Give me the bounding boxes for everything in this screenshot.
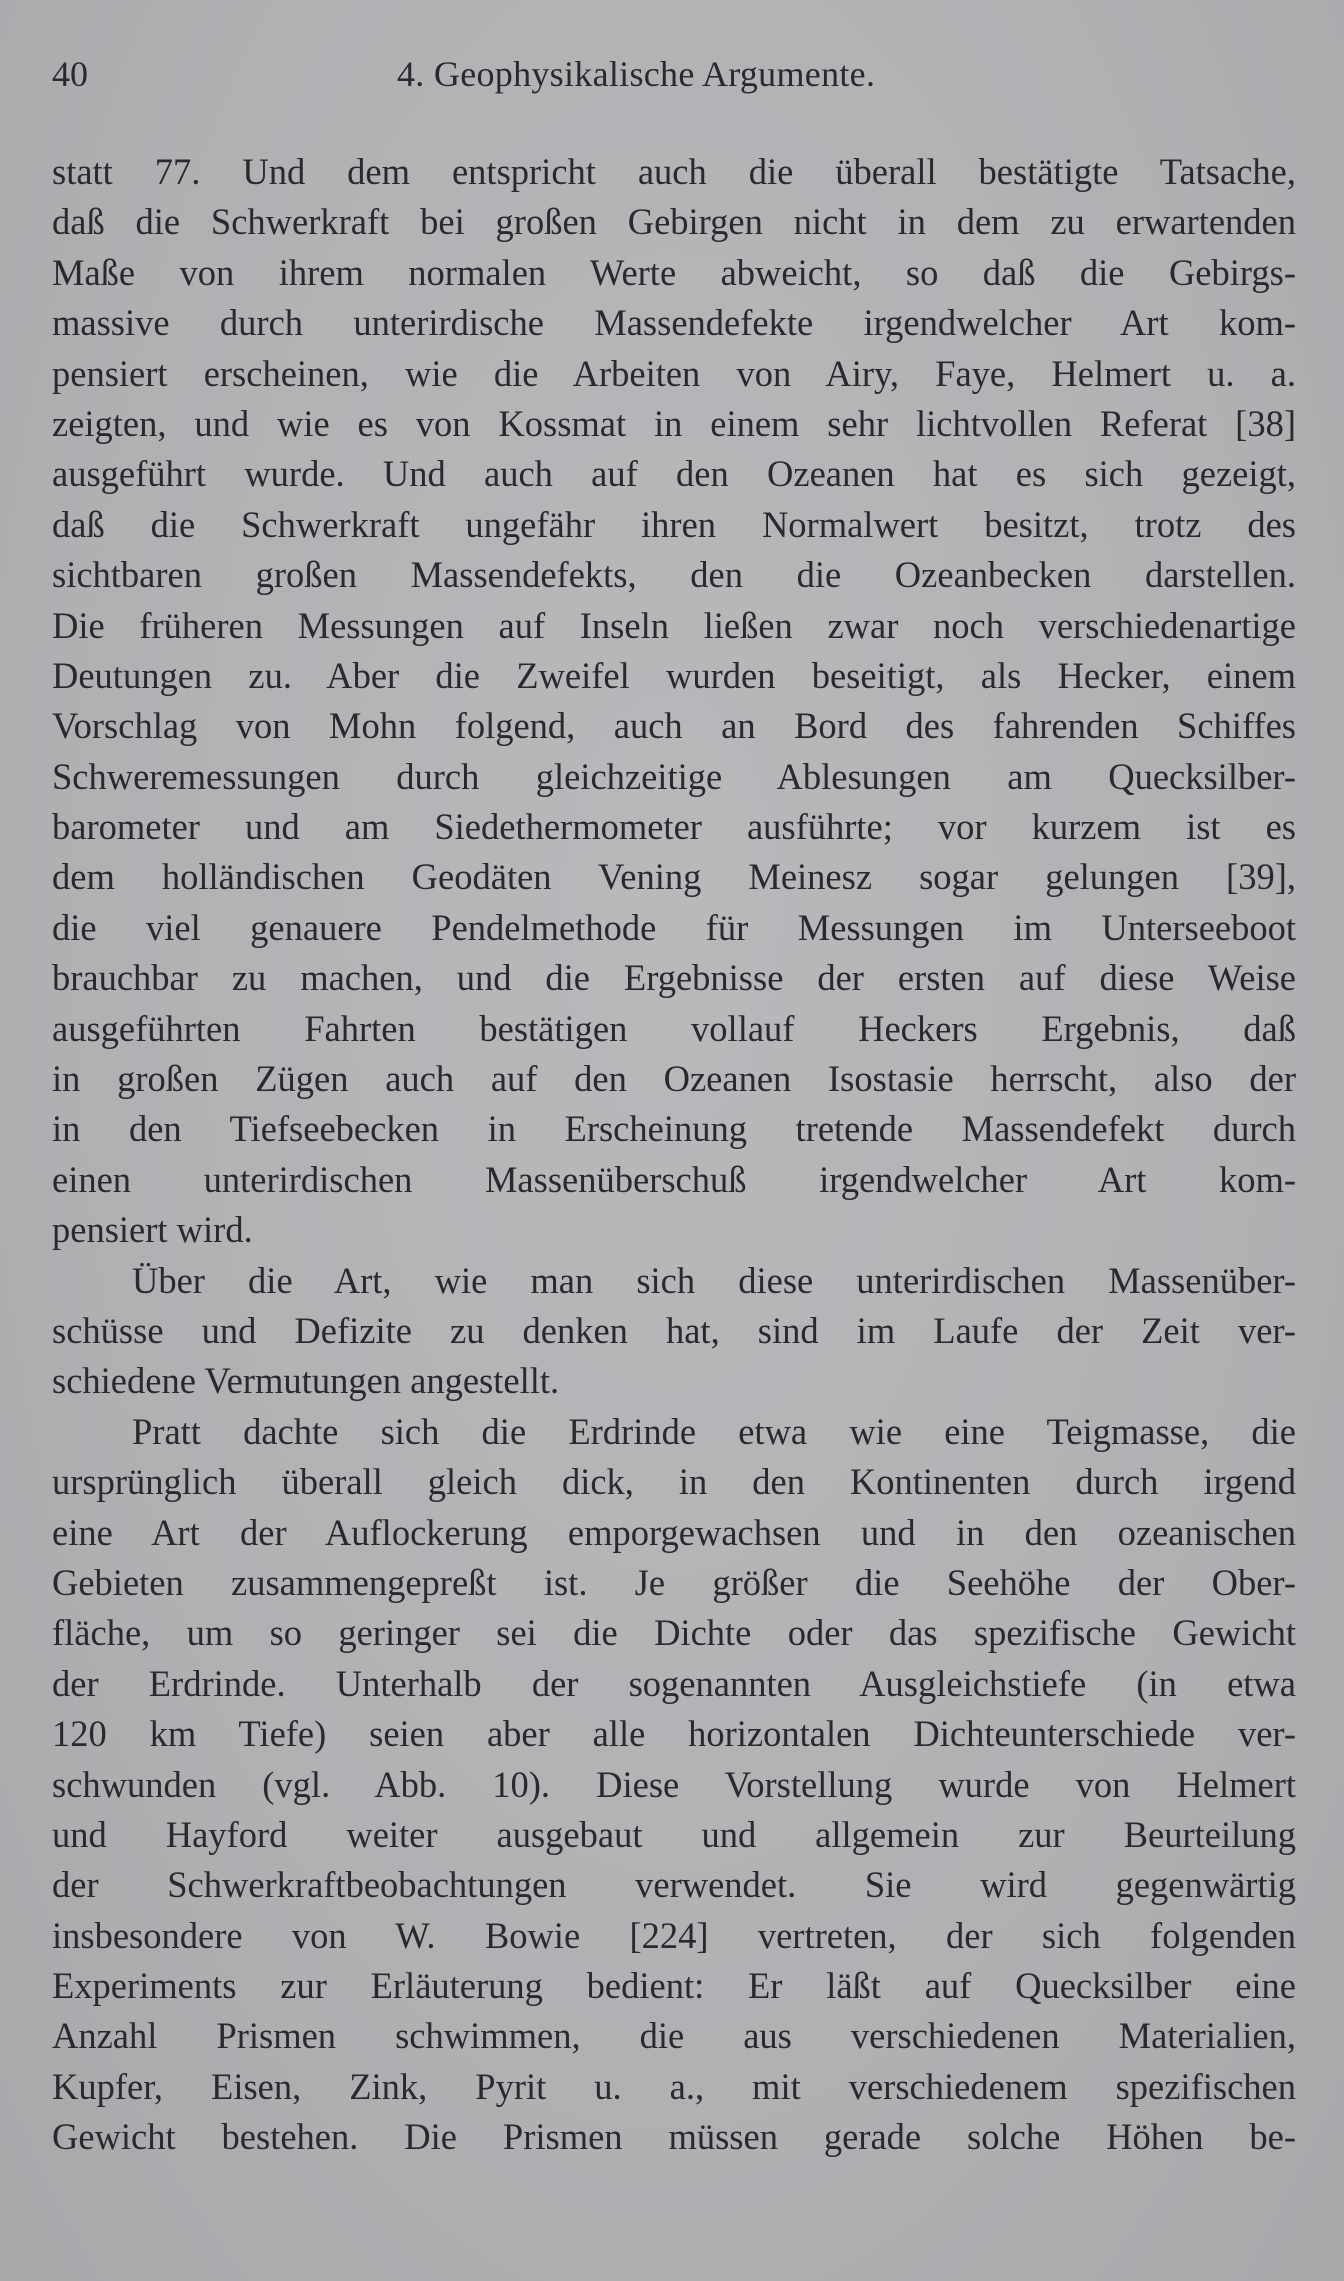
text-line: Die früheren Messungen auf Inseln ließen zwar noch verschiedenartige — [52, 604, 1296, 646]
text-line: Maße von ihrem normalen Werte abweicht, so daß die Gebirgs- — [52, 251, 1296, 293]
text-line: sichtbaren großen Massendefekts, den die Ozeanbecken darstellen. — [52, 554, 1296, 596]
text-line: brauchbar zu machen, und die Ergebnisse der ersten auf diese Weise — [52, 957, 1296, 999]
text-line: Pratt dachte sich die Erdrinde etwa wie eine Teigmasse, die — [132, 1410, 1296, 1452]
text-line: pensiert wird. — [52, 1209, 253, 1251]
text-line: einen unterirdischen Massenüberschuß irgendwelcher Art kom- — [52, 1158, 1296, 1200]
text-line: ausgeführt wurde. Und auch auf den Ozeanen hat es sich gezeigt, — [52, 453, 1296, 495]
text-line: ausgeführten Fahrten bestätigen vollauf Heckers Ergebnis, daß — [52, 1007, 1296, 1049]
text-line: Über die Art, wie man sich diese unterirdischen Massenüber- — [132, 1259, 1296, 1301]
text-line: Deutungen zu. Aber die Zweifel wurden beseitigt, als Hecker, einem — [52, 654, 1296, 696]
running-title: 4. Geophysikalische Argumente. — [397, 54, 876, 94]
text-line: die viel genauere Pendelmethode für Messungen im Unterseeboot — [52, 906, 1296, 948]
page-number: 40 — [52, 54, 88, 94]
text-line: in großen Zügen auch auf den Ozeanen Isostasie herrscht, also der — [52, 1058, 1296, 1100]
text-line: und Hayford weiter ausgebaut und allgemein zur Beurteilung — [52, 1813, 1296, 1855]
text-line: massive durch unterirdische Massendefekte irgendwelcher Art kom- — [52, 302, 1296, 344]
text-line: Schweremessungen durch gleichzeitige Ablesungen am Quecksilber- — [52, 755, 1296, 797]
text-line: Vorschlag von Mohn folgend, auch an Bord des fahrenden Schiffes — [52, 705, 1296, 747]
text-line: barometer und am Siedethermometer ausführte; vor kurzem ist es — [52, 806, 1296, 848]
text-line: Gewicht bestehen. Die Prismen müssen gerade solche Höhen be- — [52, 2116, 1296, 2158]
text-line: Gebieten zusammengepreßt ist. Je größer die Seehöhe der Ober- — [52, 1561, 1296, 1603]
text-line: Experiments zur Erläuterung bedient: Er läßt auf Quecksilber eine — [52, 1965, 1296, 2007]
body-text — [52, 147, 1296, 2163]
text-line: 120 km Tiefe) seien aber alle horizontalen Dichteunterschiede ver- — [52, 1713, 1296, 1755]
text-line: dem holländischen Geodäten Vening Meinesz sogar gelungen [39], — [52, 856, 1296, 898]
text-line: zeigten, und wie es von Kossmat in einem sehr lichtvollen Referat [38] — [52, 402, 1296, 444]
text-line: Anzahl Prismen schwimmen, die aus verschiedenen Materialien, — [52, 2015, 1296, 2057]
text-line: eine Art der Auflockerung emporgewachsen und in den ozeanischen — [52, 1511, 1296, 1553]
text-line: schiedene Vermutungen angestellt. — [52, 1360, 560, 1402]
text-line: ursprünglich überall gleich dick, in den Kontinenten durch irgend — [52, 1461, 1296, 1503]
text-line: daß die Schwerkraft bei großen Gebirgen nicht in dem zu erwartenden — [52, 201, 1296, 243]
text-line: statt 77. Und dem entspricht auch die überall bestätigte Tatsache, — [52, 151, 1296, 192]
text-line: der Schwerkraftbeobachtungen verwendet. Sie wird gegenwärtig — [52, 1864, 1296, 1906]
text-line: fläche, um so geringer sei die Dichte oder das spezifische Gewicht — [52, 1612, 1296, 1654]
text-line: daß die Schwerkraft ungefähr ihren Normalwert besitzt, trotz des — [52, 503, 1296, 545]
text-line: der Erdrinde. Unterhalb der sogenannten Ausgleichstiefe (in etwa — [52, 1662, 1296, 1704]
page-header — [52, 48, 1292, 100]
text-line: Kupfer, Eisen, Zink, Pyrit u. a., mit verschiedenem spezifischen — [52, 2065, 1296, 2107]
text-line: schwunden (vgl. Abb. 10). Diese Vorstellung wurde von Helmert — [52, 1763, 1296, 1805]
text-line: pensiert erscheinen, wie die Arbeiten von Airy, Faye, Helmert u. a. — [52, 352, 1296, 394]
text-line: insbesondere von W. Bowie [224] vertreten, der sich folgenden — [52, 1914, 1296, 1956]
text-line: schüsse und Defizite zu denken hat, sind im Laufe der Zeit ver- — [52, 1309, 1296, 1351]
text-line: in den Tiefseebecken in Erscheinung tretende Massendefekt durch — [52, 1108, 1296, 1150]
